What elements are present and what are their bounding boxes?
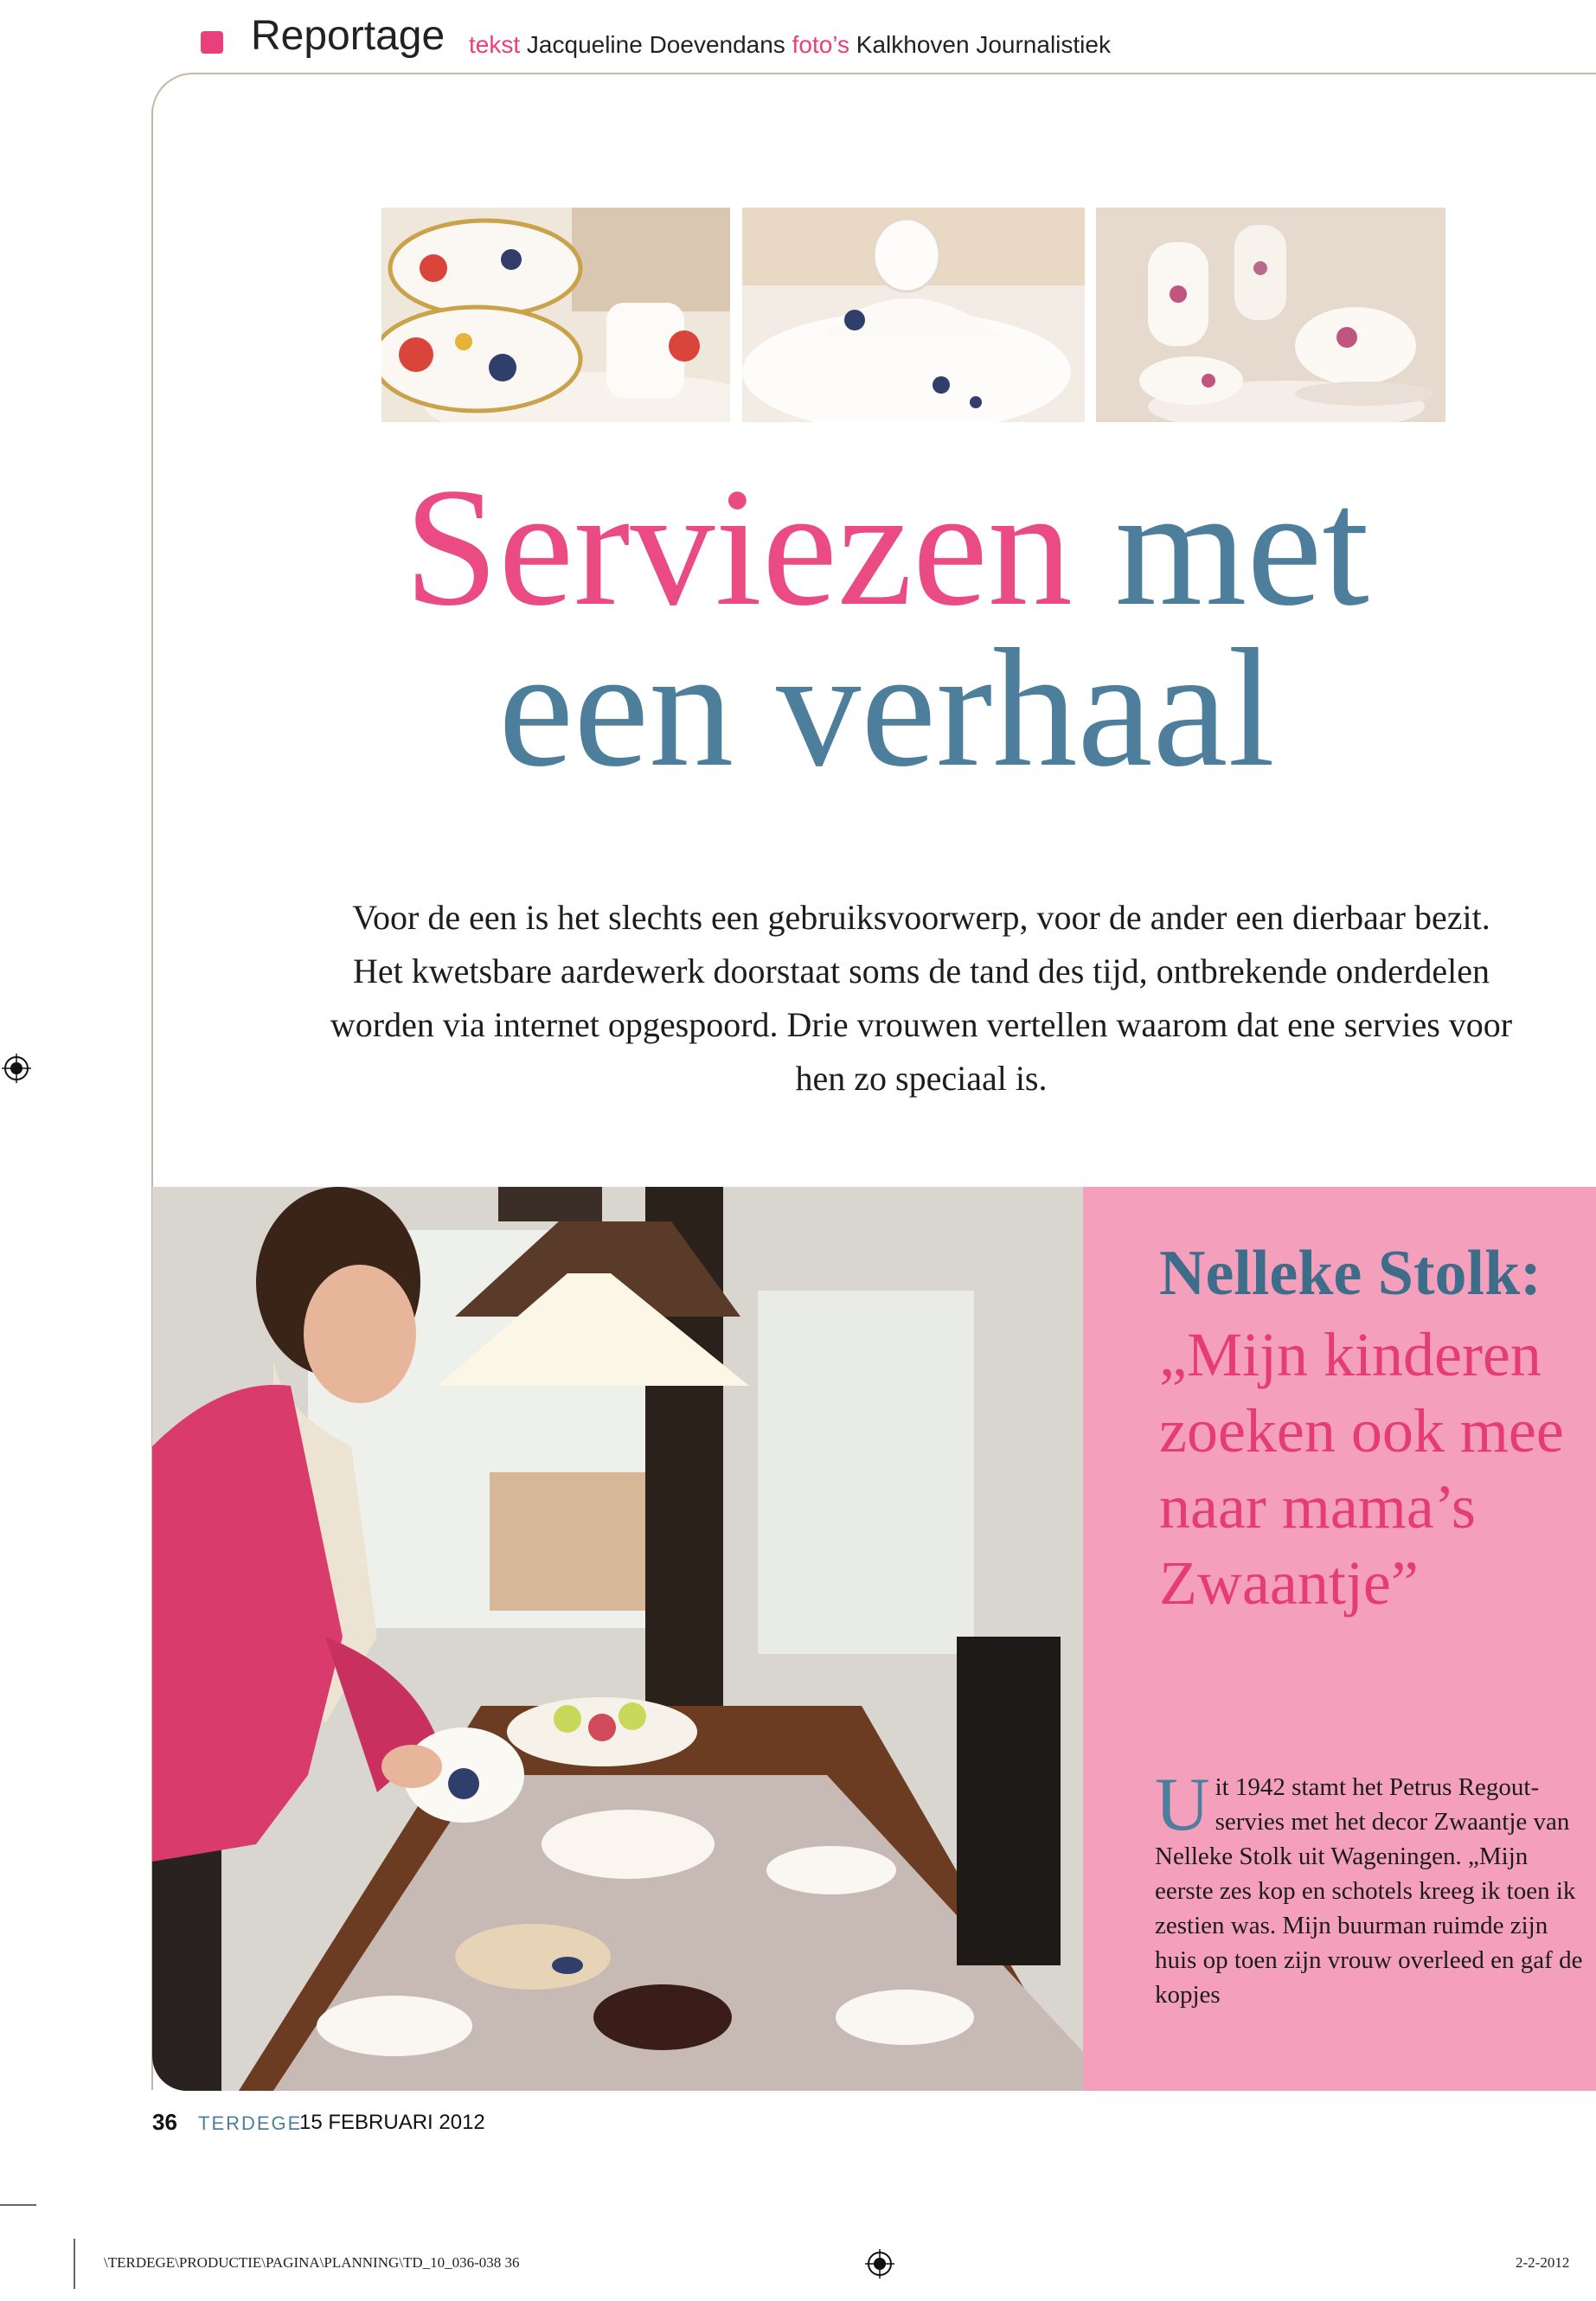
crop-mark <box>0 2204 36 2206</box>
title-line-2: een verhaal <box>498 614 1275 802</box>
page-title <box>260 453 1514 802</box>
article-body-text: it 1942 stamt het Petrus Regout-servies met het decor Zwaantje van Nelleke Stolk uit Wageningen. „Mijn eerste zes kop en schotels kreeg ik toen ik zestien was. Mijn buurman ruimde zijn huis op toen zijn vrouw overleed en gaf de kopjes <box>1155 1773 1583 2009</box>
intro-paragraph: Voor de een is het slechts een gebruiksvoorwerp, voor de ander een dierbaar bezit. Het kwetsbare aardewerk doorstaat soms de tand des tijd, ontbrekende onderdelen worden via internet opgespoord. Drie vrouwen vertellen waarom dat ene servies voor hen zo speciaal is. <box>330 898 1513 1098</box>
registration-mark-icon <box>865 2249 894 2279</box>
drop-cap: U <box>1155 1763 1210 1847</box>
magazine-name: TERDEGE <box>198 2112 303 2134</box>
registration-mark-icon <box>2 1054 31 1083</box>
photo-teacups <box>381 208 730 422</box>
credits-text-label: tekst <box>469 31 521 58</box>
slug-date: 2-2-2012 <box>1516 2254 1570 2271</box>
title-part-2: met <box>1114 453 1369 641</box>
pull-quote: „Mijn kinderen zoeken ook mee naar mama’s Zwaantje” <box>1159 1320 1564 1618</box>
photo-teapot-lid <box>742 208 1085 422</box>
photo-tea-set <box>1096 208 1445 422</box>
credits-photo-label: foto’s <box>792 31 850 58</box>
interviewee-name: Nelleke Stolk: <box>1159 1238 1542 1309</box>
page-number: 36 <box>152 2109 177 2135</box>
crop-mark <box>74 2239 75 2289</box>
slug-file-path: \TERDEGE\PRODUCTIE\PAGINA\PLANNING\TD_10_036-038 36 <box>104 2254 520 2271</box>
section-label: Reportage <box>251 13 445 59</box>
title-part-1: Serviezen <box>404 453 1073 641</box>
credits-photographer: Kalkhoven Journalistiek <box>856 31 1111 58</box>
issue-date: 15 FEBRUARI 2012 <box>299 2111 485 2134</box>
credits-line <box>469 31 1111 59</box>
credits-author: Jacqueline Doevendans <box>526 31 785 58</box>
article-body-start <box>1155 1763 1587 2012</box>
section-marker <box>201 31 223 54</box>
photo-woman-pouring-tea <box>152 1187 1083 2091</box>
